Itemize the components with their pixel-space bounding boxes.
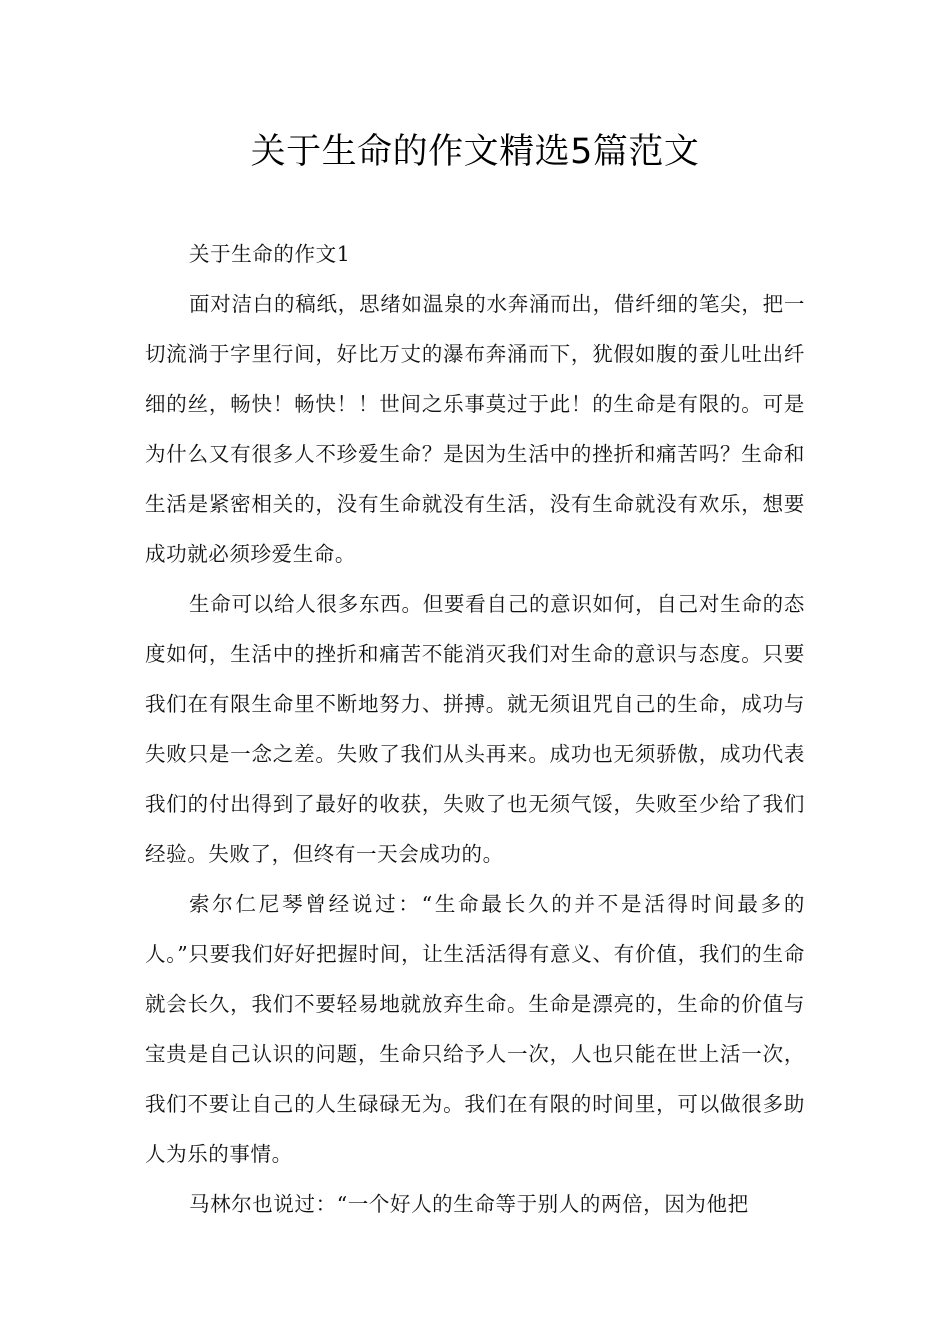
paragraph-1: 面对洁白的稿纸，思绪如温泉的水奔涌而出，借纤细的笔尖，把一切流淌于字里行间，好比万丈的瀑布奔涌而下，犹假如腹的蚕儿吐出纤细的丝，畅快！畅快！！世间之乐事莫过于此！的生命是有限的。可是为什么又有很多人不珍爱生命？是因为生活中的挫折和痛苦吗？生命和生活是紧密相关的，没有生命就没有生活，没有生命就没有欢乐，想要成功就必须珍爱生命。 [145, 292, 805, 566]
section-heading: 关于生命的作文1 [189, 242, 351, 266]
paragraph-3: 索尔仁尼琴曾经说过：“生命最长久的并不是活得时间最多的人。”只要我们好好把握时间，让生活活得有意义、有价值，我们的生命就会长久，我们不要轻易地就放弃生命。生命是漂亮的，生命的价值与宝贵是自己认识的问题，生命只给予人一次，人也只能在世上活一次，我们不要让自己的人生碌碌无为。我们在有限的时间里，可以做很多助人为乐的事情。 [145, 892, 805, 1166]
paragraph-2: 生命可以给人很多东西。但要看自己的意识如何，自己对生命的态度如何，生活中的挫折和痛苦不能消灭我们对生命的意识与态度。只要我们在有限生命里不断地努力、拼搏。就无须诅咒自己的生命，成功与失败只是一念之差。失败了我们从头再来。成功也无须骄傲，成功代表我们的付出得到了最好的收获，失败了也无须气馁，失败至少给了我们经验。失败了，但终有一天会成功的。 [145, 592, 805, 866]
document-title: 关于生命的作文精选5篇范文 [250, 132, 700, 172]
document-body [145, 229, 805, 1229]
paragraph-4: 马林尔也说过：“一个好人的生命等于别人的两倍，因为他把 [189, 1192, 749, 1216]
